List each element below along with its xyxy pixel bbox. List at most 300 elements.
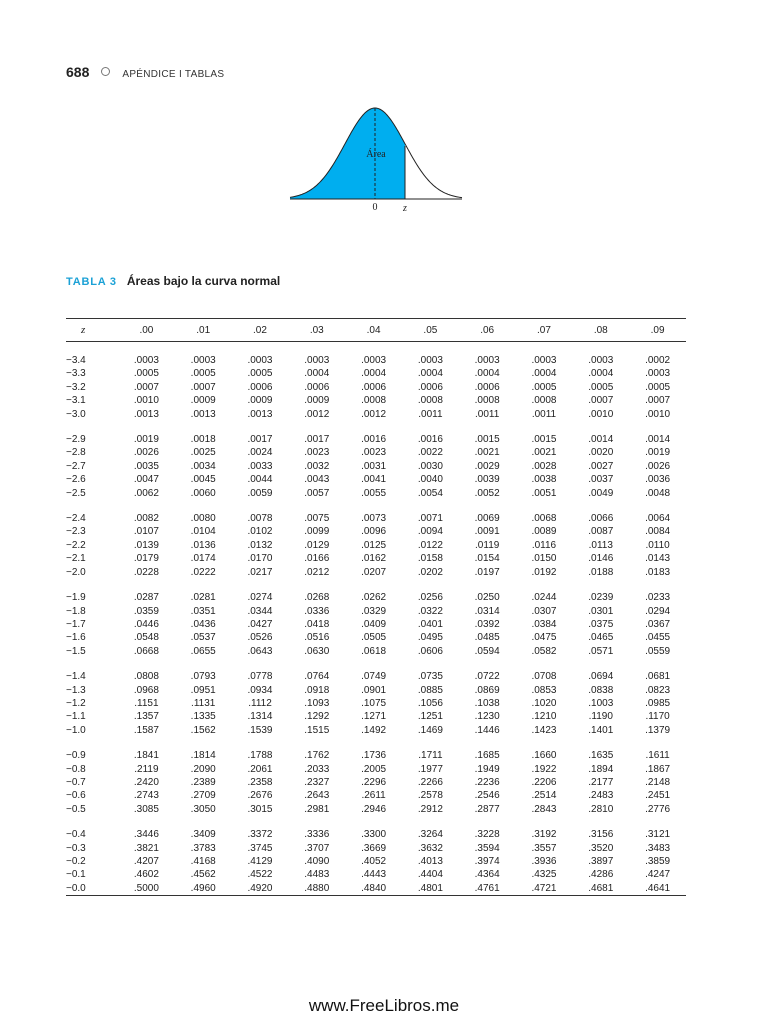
area-value-cell: .0630 (304, 645, 330, 657)
area-value-cell: .0885 (417, 684, 443, 696)
area-value-cell: .0202 (417, 566, 443, 578)
table-row (66, 724, 686, 737)
area-value-cell: .0029 (474, 460, 500, 472)
table-row (66, 855, 686, 868)
table-header-row (66, 319, 686, 341)
area-value-cell: .0262 (361, 592, 387, 604)
area-value-cell: .2005 (361, 763, 387, 775)
z-column-header: z (81, 324, 86, 336)
area-value-cell: .0170 (247, 553, 273, 565)
column-header: .09 (650, 324, 665, 336)
area-value-cell: .0089 (531, 526, 557, 538)
area-value-cell: .0207 (361, 566, 387, 578)
area-value-cell: .0013 (133, 408, 159, 420)
area-value-cell: .0005 (645, 381, 671, 393)
z-value: −1.6 (66, 632, 86, 644)
area-value-cell: .0505 (361, 632, 387, 644)
area-value-cell: .0008 (361, 395, 387, 407)
area-value-cell: .1038 (474, 697, 500, 709)
area-value-cell: .3974 (474, 856, 500, 867)
area-value-cell: .0110 (645, 539, 670, 551)
area-value-cell: .0014 (645, 434, 671, 446)
area-value-cell: .0694 (588, 671, 614, 683)
area-value-cell: .0043 (304, 474, 330, 486)
z-value: −0.1 (66, 869, 86, 881)
area-value-cell: .2206 (531, 776, 557, 788)
area-value-cell: .2451 (645, 790, 671, 802)
area-label: Área (366, 149, 386, 160)
area-value-cell: .1611 (645, 750, 670, 762)
area-value-cell: .0064 (645, 513, 671, 525)
area-value-cell: .0351 (190, 605, 216, 617)
area-value-cell: .1685 (474, 750, 500, 762)
area-value-cell: .0571 (588, 645, 614, 657)
area-value-cell: .0011 (418, 408, 443, 420)
area-value-cell: .0003 (531, 355, 557, 366)
z-value: −0.4 (66, 829, 86, 841)
area-value-cell: .0019 (133, 434, 159, 446)
area-value-cell: .2946 (361, 803, 387, 815)
normal-curve-diagram (280, 96, 480, 220)
area-value-cell: .0084 (645, 526, 671, 538)
area-value-cell: .3707 (304, 842, 330, 854)
area-value-cell: .0132 (247, 539, 273, 551)
area-value-cell: .1401 (588, 724, 614, 736)
zero-label: 0 (372, 202, 378, 213)
page-number: 688 (66, 64, 90, 80)
area-value-cell: .0418 (304, 618, 330, 630)
area-value-cell: .0129 (304, 539, 330, 551)
area-value-cell: .0016 (361, 434, 387, 446)
z-table (66, 319, 686, 341)
area-value-cell: .0853 (531, 684, 557, 696)
area-value-cell: .2061 (247, 763, 273, 775)
area-value-cell: .1314 (247, 711, 273, 723)
area-value-cell: .0301 (588, 605, 614, 617)
area-value-cell: .4960 (190, 882, 216, 894)
area-value-cell: .0047 (133, 474, 159, 486)
area-value-cell: .0003 (304, 355, 330, 366)
area-value-cell: .0934 (247, 684, 273, 696)
area-value-cell: .0606 (417, 645, 443, 657)
z-value: −2.1 (66, 553, 86, 565)
z-table-body (66, 342, 686, 895)
area-value-cell: .0158 (417, 553, 443, 565)
area-value-cell: .0174 (190, 553, 216, 565)
area-value-cell: .0082 (133, 513, 159, 525)
area-value-cell: .0778 (247, 671, 273, 683)
area-value-cell: .0007 (588, 395, 614, 407)
area-value-cell: .0465 (588, 632, 614, 644)
table-row (66, 539, 686, 552)
area-value-cell: .0005 (531, 381, 557, 393)
area-value-cell: .4013 (417, 856, 443, 867)
area-value-cell: .0367 (645, 618, 671, 630)
area-value-cell: .4880 (304, 882, 330, 894)
area-value-cell: .2810 (588, 803, 614, 815)
area-value-cell: .1230 (474, 711, 500, 723)
z-value: −0.5 (66, 803, 86, 815)
area-value-cell: .4483 (304, 869, 330, 881)
area-value-cell: .3409 (190, 829, 216, 841)
area-value-cell: .0475 (531, 632, 557, 644)
area-value-cell: .1292 (304, 711, 330, 723)
area-value-cell: .0006 (247, 381, 273, 393)
area-value-cell: .0003 (588, 355, 614, 366)
area-value-cell: .3446 (133, 829, 159, 841)
shaded-area (290, 108, 405, 199)
area-value-cell: .0045 (190, 474, 216, 486)
area-value-cell: .0102 (247, 526, 273, 538)
z-value: −1.4 (66, 671, 86, 683)
area-value-cell: .0023 (304, 447, 330, 459)
area-value-cell: .3897 (588, 856, 614, 867)
table-row (66, 670, 686, 683)
area-value-cell: .1469 (417, 724, 443, 736)
area-value-cell: .0287 (133, 592, 159, 604)
area-value-cell: .0015 (474, 434, 500, 446)
area-value-cell: .2776 (645, 803, 671, 815)
area-value-cell: .0668 (133, 645, 159, 657)
area-value-cell: .0823 (645, 684, 671, 696)
area-value-cell: .1788 (247, 750, 273, 762)
area-value-cell: .0044 (247, 474, 273, 486)
area-value-cell: .0009 (190, 395, 216, 407)
area-value-cell: .0066 (588, 513, 614, 525)
area-value-cell: .1112 (248, 697, 272, 709)
area-value-cell: .3050 (190, 803, 216, 815)
area-value-cell: .0004 (361, 368, 387, 380)
area-value-cell: .3372 (247, 829, 273, 841)
area-value-cell: .0025 (190, 447, 216, 459)
area-value-cell: .0009 (247, 395, 273, 407)
area-value-cell: .0062 (133, 487, 159, 499)
z-value: −0.2 (66, 856, 86, 867)
area-value-cell: .1271 (361, 711, 387, 723)
z-value: −2.6 (66, 474, 86, 486)
area-value-cell: .0022 (417, 447, 443, 459)
area-value-cell: .2148 (645, 776, 671, 788)
table-row (66, 525, 686, 538)
area-value-cell: .0643 (247, 645, 273, 657)
area-value-cell: .3264 (417, 829, 443, 841)
z-value: −0.7 (66, 776, 86, 788)
area-value-cell: .0003 (417, 355, 443, 366)
area-value-cell: .2912 (417, 803, 443, 815)
table-row (66, 605, 686, 618)
area-value-cell: .5000 (133, 882, 159, 894)
area-value-cell: .0004 (474, 368, 500, 380)
area-value-cell: .1562 (190, 724, 216, 736)
area-value-cell: .4207 (133, 856, 159, 867)
area-value-cell: .0869 (474, 684, 500, 696)
area-value-cell: .0060 (190, 487, 216, 499)
table-row (66, 776, 686, 789)
area-value-cell: .0009 (304, 395, 330, 407)
area-value-cell: .0250 (474, 592, 500, 604)
area-value-cell: .0008 (474, 395, 500, 407)
area-value-cell: .0409 (361, 618, 387, 630)
area-value-cell: .1151 (134, 697, 159, 709)
area-value-cell: .0125 (361, 539, 387, 551)
z-value: −0.6 (66, 790, 86, 802)
area-value-cell: .3520 (588, 842, 614, 854)
area-value-cell: .3669 (361, 842, 387, 854)
area-value-cell: .0073 (361, 513, 387, 525)
table-row (66, 828, 686, 841)
area-value-cell: .0071 (417, 513, 443, 525)
table-row (66, 842, 686, 855)
area-value-cell: .1190 (588, 711, 613, 723)
table-bottom-rule (66, 895, 686, 896)
area-value-cell: .1379 (645, 724, 671, 736)
table-row (66, 487, 686, 500)
area-value-cell: .0011 (531, 408, 557, 420)
z-value: −0.9 (66, 750, 86, 762)
area-value-cell: .0054 (417, 487, 443, 499)
area-value-cell: .0516 (304, 632, 330, 644)
table-row (66, 394, 686, 407)
area-value-cell: .1093 (304, 697, 330, 709)
area-value-cell: .0034 (190, 460, 216, 472)
area-value-cell: .0026 (133, 447, 159, 459)
area-value-cell: .4920 (247, 882, 273, 894)
group-spacer (66, 421, 686, 433)
area-value-cell: .3336 (304, 829, 330, 841)
area-value-cell: .0037 (588, 474, 614, 486)
table-row (66, 566, 686, 579)
area-value-cell: .0023 (361, 447, 387, 459)
area-value-cell: .2236 (474, 776, 500, 788)
area-value-cell: .0007 (190, 381, 216, 393)
area-value-cell: .0136 (190, 539, 216, 551)
area-value-cell: .0582 (531, 645, 557, 657)
section-title: APÉNDICE I TABLAS (122, 69, 225, 80)
area-value-cell: .0495 (417, 632, 443, 644)
area-value-cell: .0281 (190, 592, 216, 604)
area-value-cell: .0212 (304, 566, 330, 578)
area-value-cell: .3015 (247, 803, 273, 815)
table-row (66, 684, 686, 697)
area-value-cell: .1075 (361, 697, 387, 709)
column-header: .08 (593, 324, 608, 336)
area-value-cell: .0091 (474, 526, 500, 538)
running-head (66, 64, 224, 84)
area-value-cell: .1949 (474, 763, 500, 775)
area-value-cell: .0020 (588, 447, 614, 459)
area-value-cell: .0013 (190, 408, 216, 420)
z-value: −3.3 (66, 368, 86, 380)
column-header: .02 (253, 324, 267, 336)
area-value-cell: .0143 (645, 553, 671, 565)
area-value-cell: .0010 (588, 408, 614, 420)
area-value-cell: .4801 (417, 882, 443, 894)
area-value-cell: .1894 (588, 763, 614, 775)
area-value-cell: .1357 (133, 711, 159, 723)
area-value-cell: .1056 (417, 697, 443, 709)
area-value-cell: .2296 (361, 776, 387, 788)
area-value-cell: .0116 (531, 539, 557, 551)
z-label: z (403, 203, 407, 214)
area-value-cell: .0314 (474, 605, 500, 617)
area-value-cell: .0002 (645, 355, 671, 366)
area-value-cell: .2033 (304, 763, 330, 775)
area-value-cell: .1251 (417, 711, 443, 723)
area-value-cell: .4168 (190, 856, 216, 867)
table-row (66, 473, 686, 486)
table-row (66, 789, 686, 802)
area-value-cell: .0901 (361, 684, 387, 696)
area-value-cell: .0222 (190, 566, 216, 578)
area-value-cell: .0968 (133, 684, 159, 696)
area-value-cell: .0069 (474, 513, 500, 525)
area-value-cell: .3300 (361, 829, 387, 841)
area-value-cell: .1587 (133, 724, 159, 736)
area-value-cell: .0017 (247, 434, 273, 446)
area-value-cell: .4443 (361, 869, 387, 881)
area-value-cell: .0003 (190, 355, 216, 366)
area-value-cell: .0244 (531, 592, 557, 604)
area-value-cell: .0003 (247, 355, 273, 366)
z-value: −3.1 (66, 395, 86, 407)
z-value: −2.4 (66, 513, 86, 525)
table-row (66, 645, 686, 658)
area-value-cell: .2709 (190, 790, 216, 802)
table-row (66, 512, 686, 525)
area-value-cell: .1423 (531, 724, 557, 736)
area-value-cell: .4761 (474, 882, 500, 894)
area-value-cell: .3821 (133, 842, 159, 854)
area-value-cell: .0526 (247, 632, 273, 644)
area-value-cell: .0010 (133, 395, 159, 407)
area-value-cell: .0031 (361, 460, 387, 472)
area-value-cell: .0010 (645, 408, 671, 420)
area-value-cell: .0059 (247, 487, 273, 499)
area-value-cell: .0012 (304, 408, 330, 420)
area-value-cell: .0005 (190, 368, 216, 380)
area-value-cell: .3228 (474, 829, 500, 841)
area-value-cell: .0655 (190, 645, 216, 657)
area-value-cell: .1515 (304, 724, 330, 736)
z-value: −2.7 (66, 460, 86, 472)
table-row (66, 354, 686, 367)
z-value: −1.9 (66, 592, 86, 604)
table-row (66, 433, 686, 446)
area-value-cell: .3085 (133, 803, 159, 815)
area-value-cell: .2483 (588, 790, 614, 802)
area-value-cell: .0375 (588, 618, 614, 630)
table-row (66, 868, 686, 881)
area-value-cell: .1020 (531, 697, 557, 709)
area-value-cell: .1335 (190, 711, 216, 723)
area-value-cell: .0039 (474, 474, 500, 486)
table-row (66, 367, 686, 380)
area-value-cell: .1660 (531, 750, 557, 762)
area-value-cell: .0918 (304, 684, 330, 696)
area-value-cell: .1170 (645, 711, 670, 723)
area-value-cell: .1867 (645, 763, 671, 775)
table-row (66, 460, 686, 473)
area-value-cell: .0048 (645, 487, 671, 499)
area-value-cell: .0951 (190, 684, 216, 696)
area-value-cell: .0051 (531, 487, 557, 499)
area-value-cell: .0004 (531, 368, 557, 380)
column-header: .03 (309, 324, 324, 336)
area-value-cell: .0139 (133, 539, 159, 551)
area-value-cell: .0344 (247, 605, 273, 617)
area-value-cell: .0021 (474, 447, 500, 459)
area-value-cell: .0021 (531, 447, 557, 459)
area-value-cell: .0559 (645, 645, 671, 657)
area-value-cell: .2119 (134, 763, 159, 775)
z-value: −1.0 (66, 724, 86, 736)
area-value-cell: .0008 (417, 395, 443, 407)
column-header: .05 (423, 324, 438, 336)
area-value-cell: .0107 (133, 526, 159, 538)
area-value-cell: .4840 (361, 882, 387, 894)
area-value-cell: .2843 (531, 803, 557, 815)
area-value-cell: .0024 (247, 447, 273, 459)
area-value-cell: .1003 (588, 697, 614, 709)
column-header: .04 (366, 324, 381, 336)
z-value: −0.8 (66, 763, 86, 775)
area-value-cell: .0197 (474, 566, 500, 578)
area-value-cell: .0030 (417, 460, 443, 472)
area-value-cell: .0003 (361, 355, 387, 366)
group-spacer (66, 658, 686, 670)
area-value-cell: .1814 (190, 750, 216, 762)
area-value-cell: .0274 (247, 592, 273, 604)
z-table-container (66, 318, 686, 896)
area-value-cell: .0268 (304, 592, 330, 604)
area-value-cell: .4721 (531, 882, 557, 894)
area-value-cell: .0294 (645, 605, 671, 617)
area-value-cell: .3745 (247, 842, 273, 854)
area-value-cell: .0192 (531, 566, 557, 578)
area-value-cell: .2514 (531, 790, 557, 802)
area-value-cell: .0027 (588, 460, 614, 472)
area-value-cell: .0183 (645, 566, 671, 578)
z-value: −2.8 (66, 447, 86, 459)
area-value-cell: .0052 (474, 487, 500, 499)
area-value-cell: .0708 (531, 671, 557, 683)
area-value-cell: .0436 (190, 618, 216, 630)
group-spacer (66, 737, 686, 749)
area-value-cell: .0018 (190, 434, 216, 446)
area-value-cell: .0035 (133, 460, 159, 472)
area-value-cell: .0019 (645, 447, 671, 459)
z-value: −3.4 (66, 355, 86, 366)
table-row (66, 710, 686, 723)
area-value-cell: .0239 (588, 592, 614, 604)
area-value-cell: .3594 (474, 842, 500, 854)
area-value-cell: .0808 (133, 671, 159, 683)
area-value-cell: .0007 (645, 395, 671, 407)
area-value-cell: .0455 (645, 632, 671, 644)
area-value-cell: .0427 (247, 618, 273, 630)
table-row (66, 618, 686, 631)
area-value-cell: .0256 (417, 592, 443, 604)
area-value-cell: .0008 (531, 395, 557, 407)
area-value-cell: .4641 (645, 882, 671, 894)
area-value-cell: .0233 (645, 592, 671, 604)
group-spacer (66, 342, 686, 354)
area-value-cell: .0003 (645, 368, 671, 380)
area-value-cell: .1736 (361, 750, 387, 762)
area-value-cell: .0012 (361, 408, 387, 420)
area-value-cell: .3632 (417, 842, 443, 854)
area-value-cell: .4129 (247, 856, 273, 867)
